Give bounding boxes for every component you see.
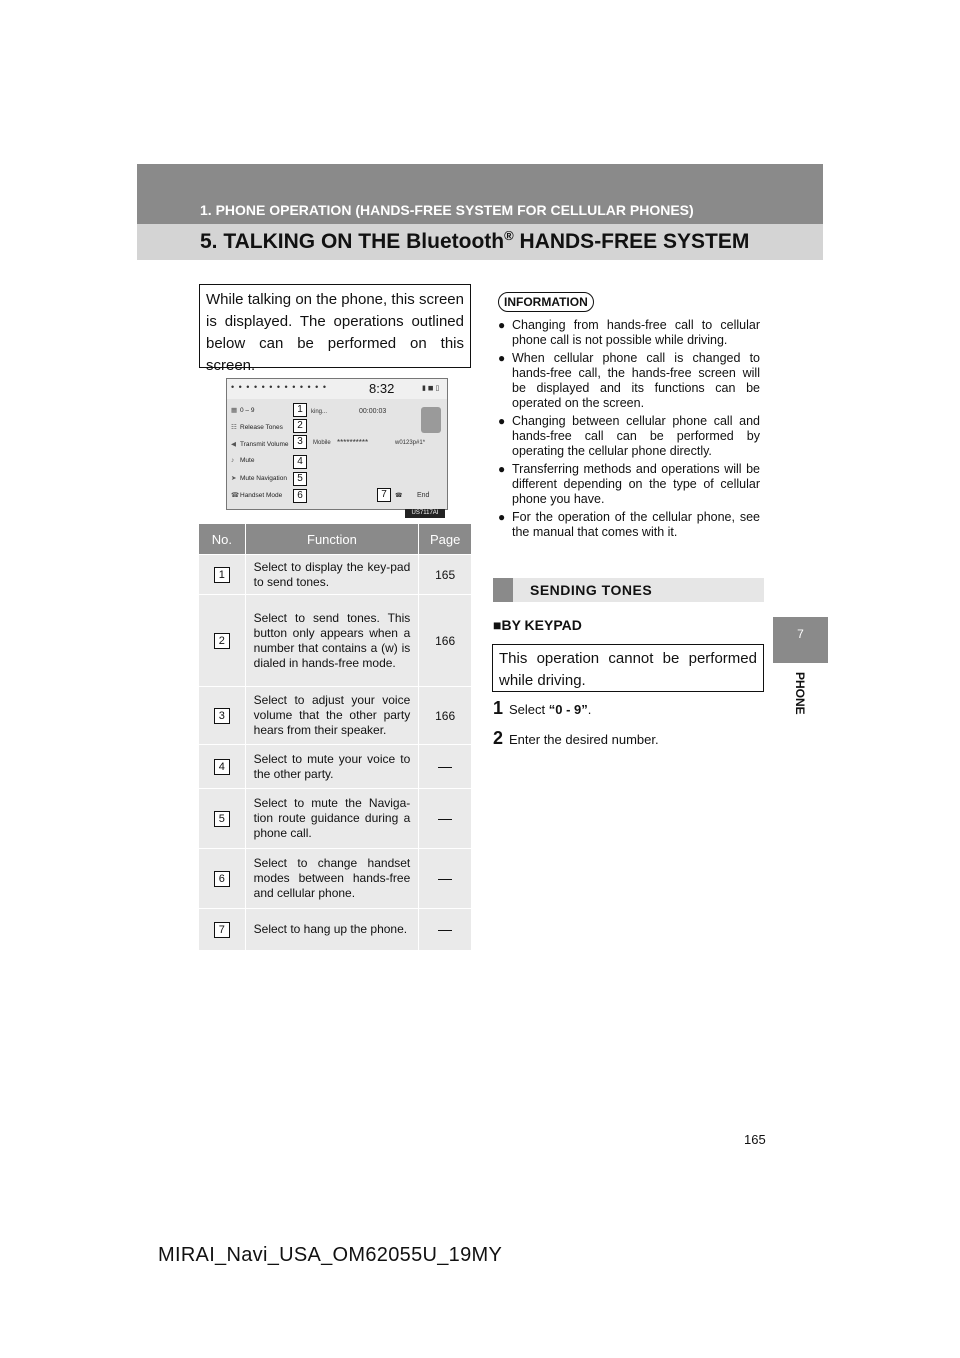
page-title-text-end: HANDS-FREE SYSTEM bbox=[513, 230, 750, 253]
no-page-dash bbox=[438, 767, 452, 768]
step-number: 2 bbox=[493, 728, 504, 748]
menu-transmit-volume[interactable] bbox=[231, 440, 297, 448]
masked-number: ********** bbox=[337, 438, 369, 447]
page-title-text: 5. TALKING ON THE Bluetooth bbox=[200, 230, 505, 253]
callout-1: 1 bbox=[293, 403, 307, 417]
mic-icon: ♪ bbox=[231, 457, 235, 464]
by-keypad-heading: ■BY KEYPAD bbox=[493, 617, 582, 633]
status-dots: • • • • • • • • • • • • • bbox=[231, 382, 327, 392]
caller-name: king... bbox=[311, 409, 328, 415]
row-function: Select to mute the Naviga-tion route guidance during a phone call. bbox=[246, 788, 420, 848]
row-number: 2 bbox=[214, 633, 230, 649]
hangup-icon[interactable]: ☎ bbox=[395, 493, 403, 499]
tones-icon: ☷ bbox=[231, 424, 237, 431]
list-item: ● Changing from hands-free call to cellular phone call is not possible while driving. bbox=[498, 318, 760, 347]
callout-6: 6 bbox=[293, 489, 307, 503]
no-page-dash bbox=[438, 879, 452, 880]
menu-label: Release Tones bbox=[240, 424, 283, 431]
row-page: 165 bbox=[419, 554, 471, 594]
menu-label: Mute bbox=[240, 457, 255, 464]
row-number: 3 bbox=[214, 708, 230, 724]
table-row bbox=[199, 594, 471, 686]
menu-mute-navigation[interactable] bbox=[231, 474, 297, 482]
table-row bbox=[199, 554, 471, 594]
table-row bbox=[199, 788, 471, 848]
step-text: Select bbox=[509, 702, 549, 717]
list-item: ● When cellular phone call is changed to hands-free call, the hands-free screen will be displayed and its functions can be operated on the screen. bbox=[498, 351, 760, 410]
page-title bbox=[200, 228, 749, 254]
mobile-label: Mobile bbox=[313, 440, 331, 446]
row-number: 5 bbox=[214, 811, 230, 827]
bullet-icon: ● bbox=[498, 351, 506, 365]
sending-tones-title: SENDING TONES bbox=[530, 582, 653, 598]
chapter-label: PHONE bbox=[793, 672, 807, 715]
bullet-icon: ● bbox=[498, 510, 506, 524]
col-header-page: Page bbox=[419, 524, 471, 554]
information-label: INFORMATION bbox=[498, 292, 594, 312]
menu-label: Handset Mode bbox=[240, 492, 283, 499]
no-page-dash bbox=[438, 930, 452, 931]
menu-label: Mute Navigation bbox=[240, 475, 287, 482]
menu-release-tones[interactable] bbox=[231, 423, 297, 431]
callout-5: 5 bbox=[293, 472, 307, 486]
sending-tones-marker bbox=[493, 578, 513, 602]
volume-icon: ◀ bbox=[231, 441, 236, 448]
step-text-end: . bbox=[587, 702, 592, 717]
list-item: ● For the operation of the cellular phone, see the manual that comes with it. bbox=[498, 510, 760, 539]
navigation-icon: ➤ bbox=[231, 475, 237, 482]
row-number: 7 bbox=[214, 922, 230, 938]
callout-4: 4 bbox=[293, 455, 307, 469]
menu-label: Transmit Volume bbox=[240, 441, 289, 448]
row-function: Select to display the key-pad to send tones. bbox=[246, 554, 420, 594]
table-row bbox=[199, 744, 471, 788]
row-page: 166 bbox=[419, 686, 471, 744]
table-row bbox=[199, 686, 471, 744]
section-title: 1. PHONE OPERATION (HANDS-FREE SYSTEM FOR CELLULAR PHONES) bbox=[200, 202, 694, 218]
row-number: 4 bbox=[214, 759, 230, 775]
no-page-dash bbox=[438, 819, 452, 820]
function-table bbox=[199, 524, 471, 950]
row-page: 166 bbox=[419, 594, 471, 686]
chapter-number: 7 bbox=[797, 627, 804, 641]
col-header-function: Function bbox=[246, 524, 420, 554]
step-2 bbox=[493, 728, 659, 749]
information-list bbox=[498, 318, 760, 543]
menu-handset-mode[interactable] bbox=[231, 491, 297, 499]
bullet-icon: ● bbox=[498, 462, 506, 476]
step-1 bbox=[493, 698, 591, 719]
row-number: 6 bbox=[214, 871, 230, 887]
image-code: US7117AI bbox=[405, 509, 445, 518]
end-call-button[interactable]: End bbox=[417, 492, 430, 499]
callout-3: 3 bbox=[293, 435, 307, 449]
contact-avatar bbox=[421, 407, 441, 433]
driving-note-box: This operation cannot be performed while driving. bbox=[492, 644, 764, 692]
row-function: Select to change handset modes between hands-free and cellular phone. bbox=[246, 848, 420, 908]
status-bar bbox=[227, 379, 447, 399]
intro-box: While talking on the phone, this screen is displayed. The operations outlined below can be performed on this screen. bbox=[199, 284, 471, 368]
menu-mute[interactable] bbox=[231, 457, 297, 464]
keypad-icon: ▦ bbox=[231, 407, 238, 414]
step-number: 1 bbox=[493, 698, 504, 718]
callout-7: 7 bbox=[377, 488, 391, 502]
col-header-no: No. bbox=[199, 524, 246, 554]
list-item: ● Transferring methods and operations will be different depending on the type of cellular phone you have. bbox=[498, 462, 760, 506]
table-row bbox=[199, 848, 471, 908]
menu-label: 0 – 9 bbox=[240, 407, 255, 414]
row-function: Select to mute your voice to the other party. bbox=[246, 744, 420, 788]
call-screen-screenshot bbox=[226, 378, 448, 510]
bullet-icon: ● bbox=[498, 414, 506, 428]
call-timer: 00:00:03 bbox=[359, 408, 387, 415]
bullet-icon: ● bbox=[498, 318, 506, 332]
step-text: Enter the desired number. bbox=[509, 732, 659, 747]
registered-mark: ® bbox=[504, 228, 514, 243]
row-number: 1 bbox=[214, 567, 230, 583]
row-function: Select to hang up the phone. bbox=[246, 908, 420, 950]
menu-keypad[interactable] bbox=[231, 406, 297, 414]
tones-preview: w0123p#1* bbox=[395, 440, 426, 446]
list-item: ● Changing between cellular phone call and hands-free call can be performed by operating the cellular phone directly. bbox=[498, 414, 760, 458]
callout-2: 2 bbox=[293, 419, 307, 433]
status-icons: ▮ ◼ ▯ bbox=[422, 385, 440, 392]
row-function: Select to send tones. This button only appears when a number that contains a (w) is dialed in hands-free mode. bbox=[246, 594, 420, 686]
footer-code: MIRAI_Navi_USA_OM62055U_19MY bbox=[158, 1244, 503, 1266]
page-number: 165 bbox=[744, 1132, 766, 1147]
handset-icon: ☎ bbox=[231, 492, 240, 499]
step-bold: “0 - 9” bbox=[548, 702, 588, 717]
row-function: Select to adjust your voice volume that the other party hears from their speaker. bbox=[246, 686, 420, 744]
clock: 8:32 bbox=[369, 381, 395, 396]
table-row bbox=[199, 908, 471, 950]
